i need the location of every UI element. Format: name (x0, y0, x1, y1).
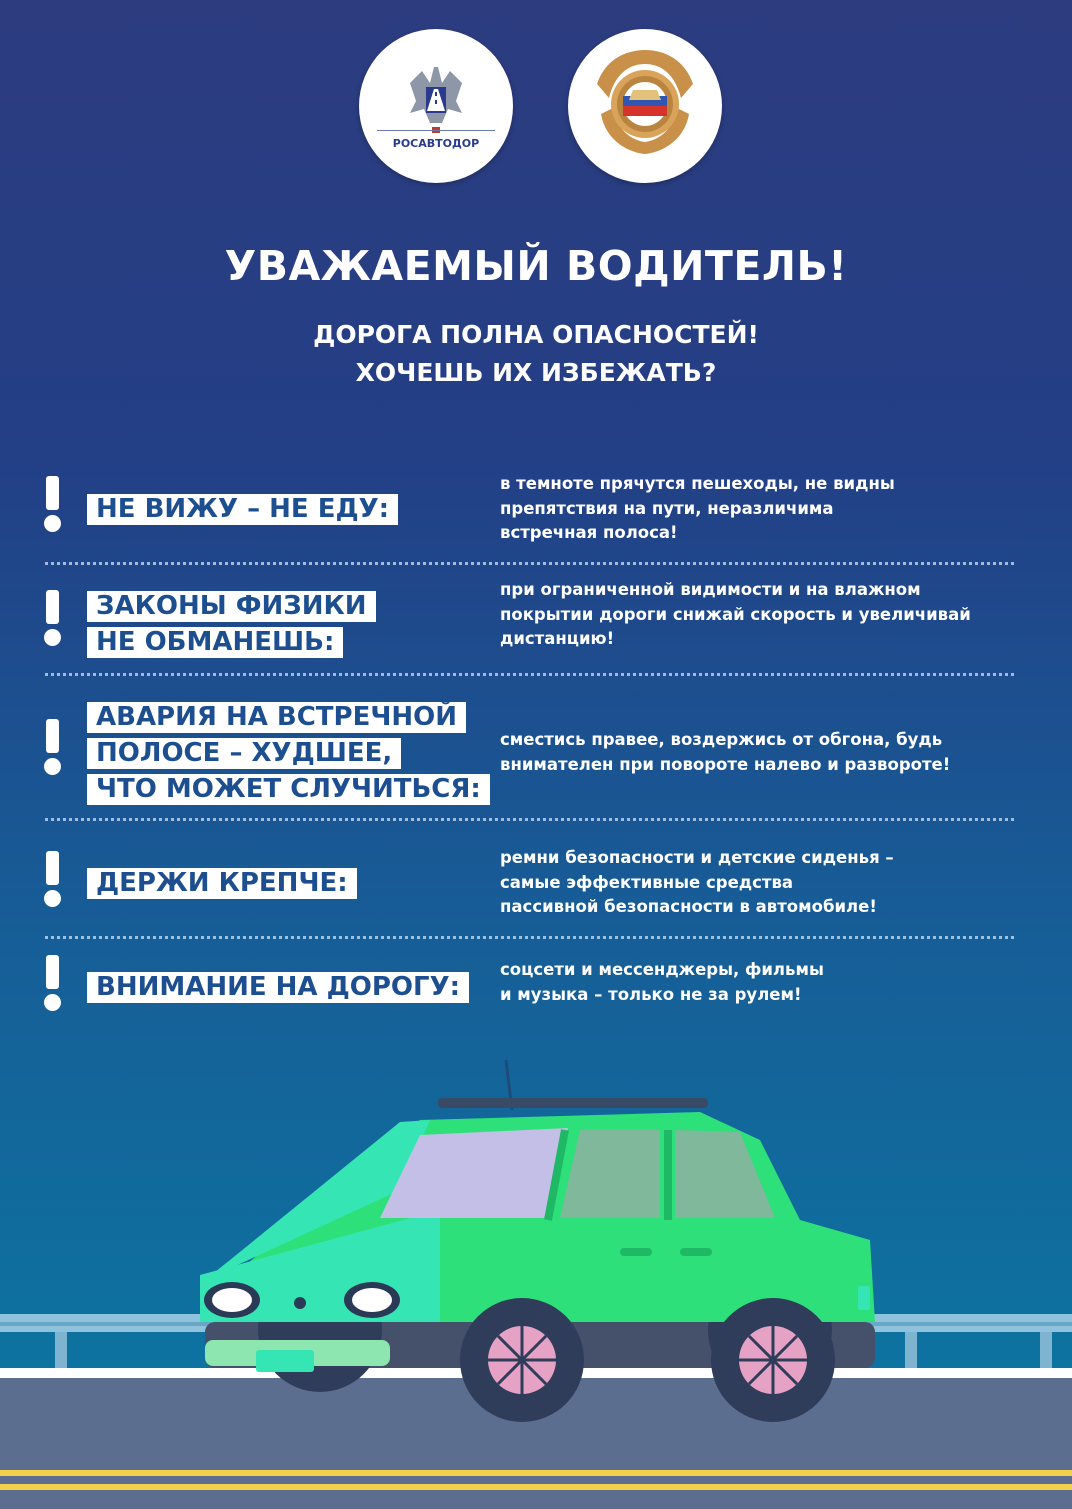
tip-label-line: НЕ ВИЖУ – НЕ ЕДУ: (87, 494, 398, 525)
rosavtodor-logo (359, 29, 513, 183)
tip-label-line: НЕ ОБМАНЕШЬ: (87, 627, 343, 658)
tip-label-line: ЧТО МОЖЕТ СЛУЧИТЬСЯ: (87, 774, 490, 805)
tip-description (500, 578, 1040, 652)
exclamation-icon (42, 590, 64, 646)
tip-description (500, 958, 1040, 1007)
car (200, 1060, 875, 1422)
tip-description-line: сместись правее, воздержись от обгона, будь (500, 730, 943, 749)
tip-description-line: и музыка – только не за рулем! (500, 984, 802, 1004)
tip-label (87, 868, 357, 904)
tip-label-line: ВНИМАНИЕ НА ДОРОГУ: (87, 972, 469, 1003)
tip-description-line: внимателен при повороте налево и развороте! (500, 754, 951, 774)
tip-description (500, 472, 1040, 546)
rosavtodor-caption: РОСАВТОДОР (392, 137, 480, 150)
subtitle-line-2: ХОЧЕШЬ ИХ ИЗБЕЖАТЬ? (355, 358, 717, 387)
tip-description-line: дистанцию! (500, 629, 615, 648)
exclamation-icon (42, 476, 64, 532)
tip-label (87, 591, 376, 663)
tip-label-line: ПОЛОСЕ – ХУДШЕЕ, (87, 738, 401, 769)
tip-description-line: встречная полоса! (500, 523, 678, 542)
tip-label-line: АВАРИЯ НА ВСТРЕЧНОЙ (87, 702, 466, 733)
exclamation-icon (42, 719, 64, 775)
tip-description-line: самые эффективные средства (500, 872, 794, 892)
rosavtodor-emblem-icon (359, 29, 513, 183)
tip-description-line: пассивной безопасности в автомобиле! (500, 897, 877, 916)
divider (45, 818, 1014, 821)
divider (45, 673, 1014, 676)
subtitle-line-1: ДОРОГА ПОЛНА ОПАСНОСТЕЙ! (313, 320, 759, 349)
tip-label (87, 494, 398, 530)
tip-description-line: покрытии дороги снижай скорость и увеличивай (500, 604, 971, 624)
logo-small-text-line (377, 130, 495, 134)
tip-description-line: соцсети и мессенджеры, фильмы (500, 960, 824, 979)
exclamation-icon (42, 851, 64, 907)
page-title: УВАЖАЕМЫЙ ВОДИТЕЛЬ! (224, 242, 848, 290)
traffic-police-badge-icon (568, 29, 722, 183)
tip-description-line: при ограниченной видимости и на влажном (500, 580, 921, 599)
tip-label (87, 972, 469, 1008)
tip-description-line: препятствия на пути, неразличима (500, 498, 834, 518)
exclamation-icon (42, 955, 64, 1011)
tip-description-line: в темноте прячутся пешеходы, не видны (500, 474, 895, 493)
tip-label-line: ЗАКОНЫ ФИЗИКИ (87, 591, 376, 622)
divider (45, 936, 1014, 939)
tip-description (500, 728, 1040, 777)
divider (45, 562, 1014, 565)
tip-label-line: ДЕРЖИ КРЕПЧЕ: (87, 868, 357, 899)
tip-label (87, 702, 490, 810)
tip-description (500, 846, 1040, 920)
traffic-police-logo (568, 29, 722, 183)
road-car-illustration (0, 1060, 1072, 1509)
tip-description-line: ремни безопасности и детские сиденья – (500, 848, 894, 867)
